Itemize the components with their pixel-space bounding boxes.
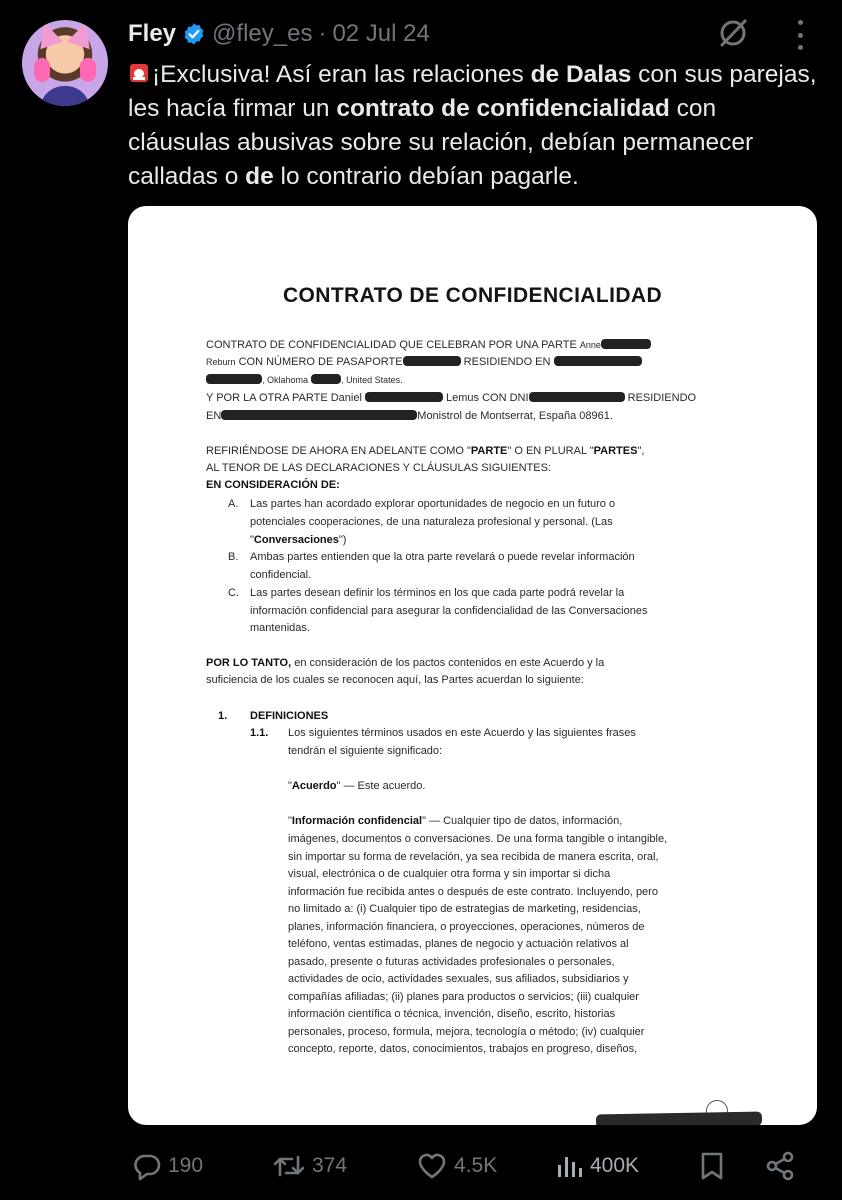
tweet-text-segment: ¡Exclusiva! Así eran las relaciones — [152, 61, 531, 88]
views-button[interactable] — [554, 1146, 639, 1186]
author-name[interactable]: Fley — [128, 20, 177, 47]
verified-badge-icon — [182, 22, 206, 46]
doc-list-letter: C. — [228, 587, 239, 599]
avatar-shirt — [40, 86, 90, 106]
doc-line: personales, proceso, formula, mejora, tecnología o método; (iv) cualquier — [288, 1025, 645, 1038]
doc-line: compañías afiliadas; (ii) planes para productos o servicios; (iii) cualquier — [288, 990, 639, 1003]
doc-line: CONTRATO DE CONFIDENCIALIDAD QUE CELEBRAN POR UNA PARTE Anne — [206, 338, 651, 352]
avatar-headphone — [80, 58, 96, 82]
doc-line: sin importar su forma de revelación, ya sea recibida de manera escrita, oral, — [288, 850, 659, 863]
doc-line: Reburn CON NÚMERO DE PASAPORTE RESIDIENDO EN — [206, 355, 642, 369]
doc-line: teléfono, ventas estimadas, planes de negocio y actuación relativos al — [288, 938, 629, 950]
doc-line: Las partes desean definir los términos en los que cada parte podrá revelar la — [250, 587, 625, 599]
share-button[interactable] — [764, 1146, 796, 1186]
doc-line: "Conversaciones") — [250, 534, 347, 546]
bookmark-icon — [698, 1151, 726, 1181]
doc-line: "Información confidencial" — Cualquier tipo de datos, información, — [288, 815, 623, 827]
doc-line: , Oklahoma , United States. — [206, 373, 403, 387]
repost-button[interactable] — [272, 1146, 347, 1186]
share-icon — [764, 1150, 796, 1182]
doc-section-number: 1.1. — [250, 727, 269, 739]
reply-count: 190 — [168, 1154, 204, 1177]
doc-line: Y POR LA OTRA PARTE Daniel Lemus CON DNI RESIDIENDO — [206, 392, 697, 404]
repost-count: 374 — [312, 1154, 348, 1177]
doc-line: imágenes, documentos o conversaciones. De una forma tangible o intangible, — [288, 833, 668, 845]
reply-button[interactable] — [132, 1146, 203, 1186]
bookmark-button[interactable] — [698, 1146, 726, 1186]
avatar[interactable] — [22, 20, 108, 106]
header-separator: · — [318, 20, 327, 47]
tweet-text-segment: con sus parejas, les hacía firmar un — [128, 61, 817, 122]
more-icon[interactable] — [790, 20, 810, 50]
tweet-text-bold: contrato de confidencialidad — [336, 95, 670, 122]
doc-line: información confidencial para asegurar la confidencialidad de las Conversaciones — [250, 605, 648, 617]
doc-line: actividades de ocio, actividades sexuales, sus afiliados, subsidiarios y — [288, 973, 629, 985]
avatar-cat-ear — [33, 20, 63, 49]
doc-line: POR LO TANTO, en consideración de los pactos contenidos en este Acuerdo y la — [206, 657, 605, 669]
contract-document — [128, 206, 817, 1125]
doc-line: planes, información financiera, o proyecciones, operaciones, números de — [288, 920, 645, 933]
doc-line: Los siguientes términos usados en este Acuerdo y las siguientes frases — [288, 727, 636, 739]
doc-line: "Acuerdo" — Este acuerdo. — [288, 780, 426, 792]
doc-line: mantenidas. — [250, 622, 310, 634]
doc-section-heading: DEFINICIONES — [250, 710, 329, 722]
views-icon — [554, 1151, 584, 1181]
tweet-text-segment: lo contrario debían pagarle. — [273, 163, 579, 190]
doc-line: suficiencia de los cuales se reconocen aquí, las Partes acuerdan lo siguiente: — [206, 674, 584, 686]
tweet-media-image[interactable] — [128, 206, 817, 1125]
like-button[interactable] — [416, 1146, 497, 1186]
signature-redaction — [596, 1112, 762, 1125]
doc-line: Las partes han acordado explorar oportunidades de negocio en un futuro o — [250, 498, 616, 510]
doc-line: información científica o técnica, invención, diseño, escrito, historias — [288, 1008, 616, 1020]
avatar-headphone — [34, 58, 50, 82]
author-handle[interactable]: @fley_es — [212, 20, 313, 47]
doc-line: EN Monistrol de Montserrat, España 08961. — [206, 410, 613, 422]
views-count: 400K — [590, 1154, 640, 1177]
avatar-cat-ear — [67, 20, 97, 49]
doc-list-letter: A. — [228, 498, 239, 510]
doc-section-number: 1. — [218, 710, 228, 722]
siren-icon — [128, 60, 150, 82]
tweet-text-segment: con cláusulas abusivas sobre su relación, debían permanecer calladas o — [128, 95, 754, 190]
doc-line: AL TENOR DE LAS DECLARACIONES Y CLÁUSULAS SIGUIENTES: — [206, 462, 551, 474]
doc-line: tendrán el siguiente significado: — [288, 745, 443, 757]
doc-line: información fue recibida antes o después de este contrato. Incluyendo, pero — [288, 885, 658, 898]
doc-line: potenciales cooperaciones, de una naturaleza profesional y personal. (Las — [250, 516, 613, 528]
tweet-date[interactable]: 02 Jul 24 — [332, 20, 430, 47]
doc-line: no limitado a: (i) Cualquier tipo de estrategias de marketing, residencias, — [288, 903, 641, 915]
doc-line: pasado, presente o futuras actividades profesionales o personales, — [288, 955, 615, 968]
doc-line: visual, electrónica o de cualquier otra forma y sin importar si dicha — [288, 868, 611, 880]
doc-section-heading: EN CONSIDERACIÓN DE: — [206, 479, 340, 491]
doc-line: Ambas partes entienden que la otra parte revelará o puede revelar información — [250, 551, 635, 563]
document-title: CONTRATO DE CONFIDENCIALIDAD — [282, 284, 663, 307]
tweet-header — [128, 16, 430, 52]
like-icon — [416, 1151, 448, 1181]
tweet-text-bold: de Dalas — [530, 61, 632, 88]
tweet-text-bold: de — [245, 163, 274, 190]
doc-line: concepto, reporte, datos, conocimientos, trabajos en progreso, diseños, — [288, 1043, 638, 1055]
repost-icon — [272, 1151, 306, 1181]
grok-icon[interactable] — [716, 16, 750, 50]
tweet-text — [128, 58, 818, 194]
doc-line: REFIRIÉNDOSE DE AHORA EN ADELANTE COMO "PARTE" O EN PLURAL "PARTES", — [206, 445, 645, 457]
doc-list-letter: B. — [228, 551, 239, 563]
tweet-actions — [128, 1146, 818, 1186]
like-count: 4.5K — [454, 1154, 498, 1177]
reply-icon — [132, 1151, 162, 1181]
doc-line: confidencial. — [250, 569, 312, 581]
